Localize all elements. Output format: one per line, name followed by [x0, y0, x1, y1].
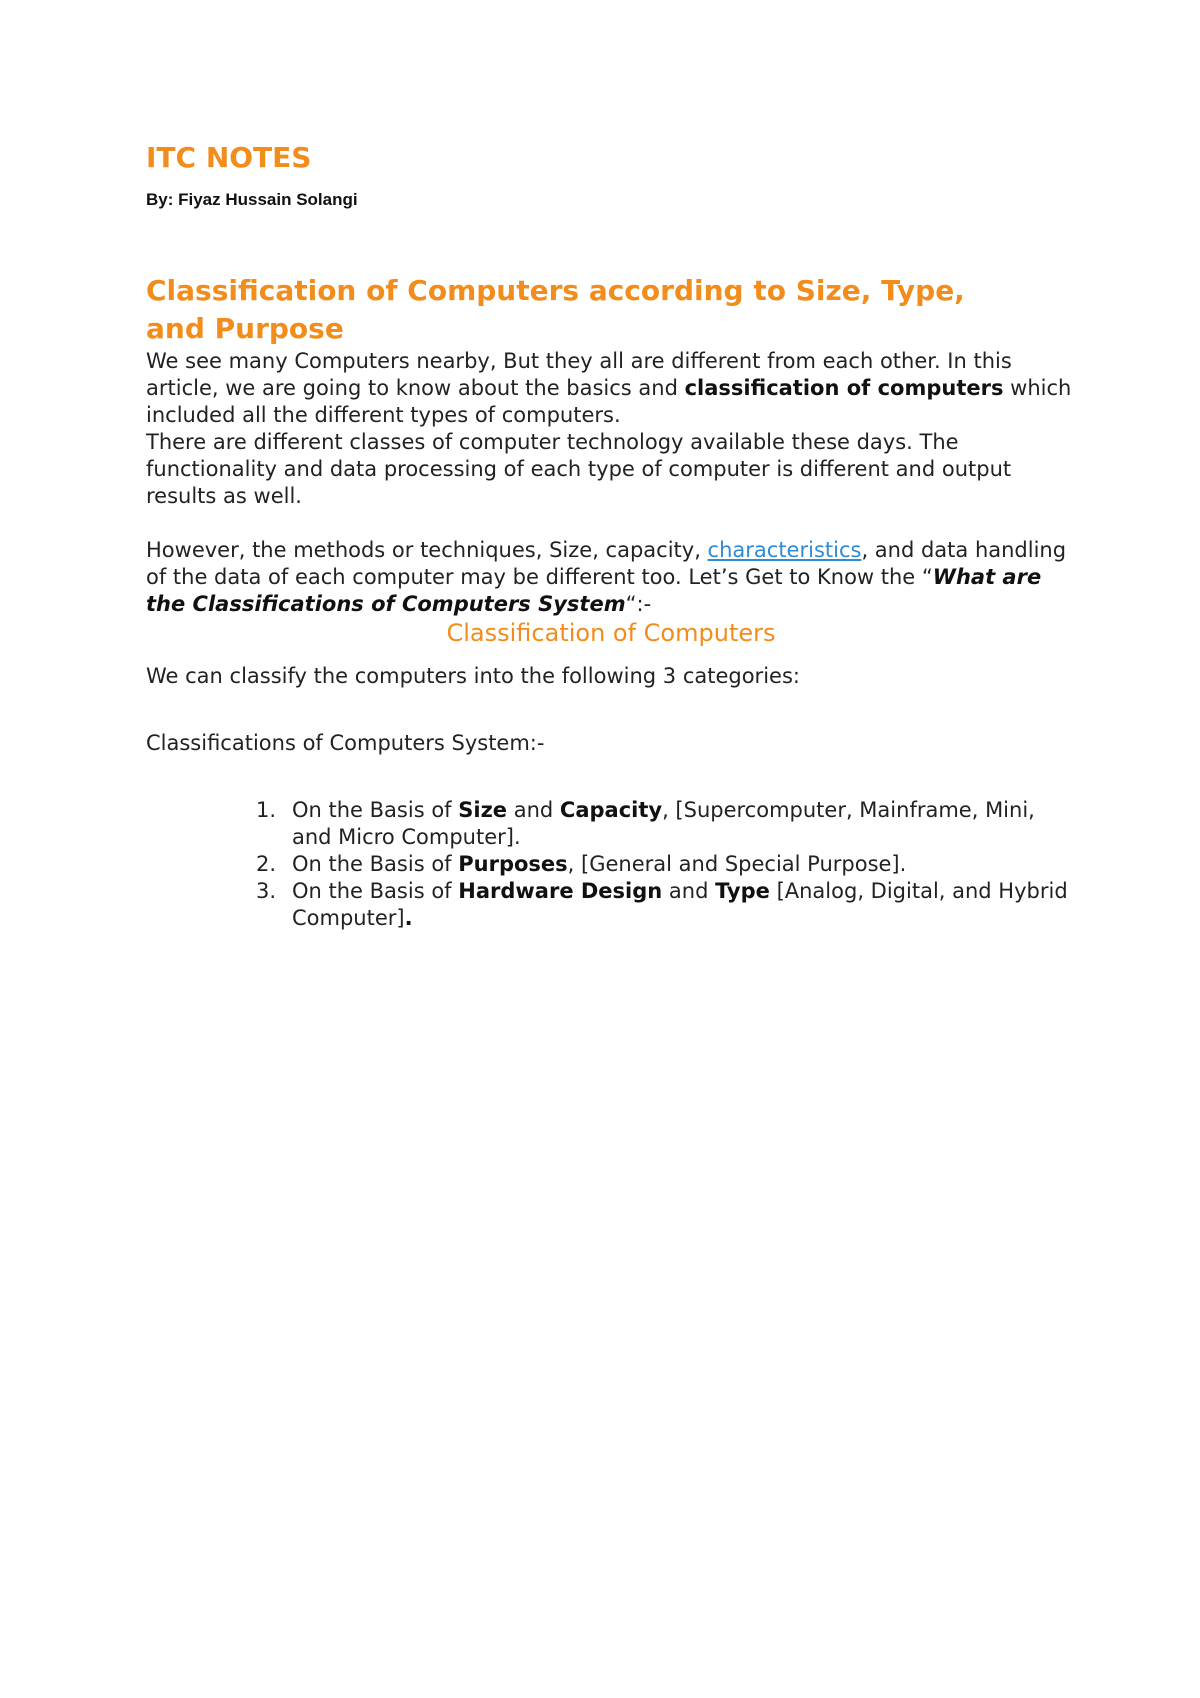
article-heading	[146, 272, 1076, 348]
list-text: On the Basis of	[292, 852, 459, 876]
list-bold: Capacity	[559, 798, 663, 822]
characteristics-link[interactable]: characteristics	[707, 538, 862, 562]
list-text: On the Basis of	[292, 798, 459, 822]
intro-text-1: We see many Computers nearby, But they all are different from each other. In this article, we are going to know about the basics and	[146, 349, 1012, 400]
list-text: and	[662, 879, 716, 903]
list-bold: Hardware Design	[458, 879, 663, 903]
classes-paragraph: There are different classes of computer technology available these days. The functionality and data processing of each type of computer is different and output results as well.	[146, 430, 1012, 508]
list-item	[256, 878, 1076, 932]
list-bold: Size	[458, 798, 508, 822]
list-bold: .	[404, 906, 413, 930]
classifications-label: Classifications of Computers System:-	[146, 731, 545, 755]
methods-text-3: “:-	[625, 592, 652, 616]
list-number: 3.	[256, 879, 277, 903]
document-body	[146, 140, 1076, 932]
methods-paragraph	[146, 537, 1076, 618]
intro-text-2: which included all the different types of computers.	[146, 376, 1072, 427]
list-text: , [Supercomputer, Mainframe, Mini, and Micro Computer].	[292, 798, 1035, 849]
intro-paragraph	[146, 348, 1076, 429]
list-text: [Analog, Digital, and Hybrid Computer]	[292, 879, 1068, 930]
article-heading-line2: and Purpose	[146, 312, 344, 345]
list-bold: Purposes	[458, 852, 568, 876]
methods-bold-italic: What are the Classifications of Computers System	[146, 565, 1042, 616]
list-number: 1.	[256, 798, 277, 822]
methods-text-1: However, the methods or techniques, Size, capacity,	[146, 538, 708, 562]
list-text: and	[507, 798, 560, 822]
categories-paragraph: We can classify the computers into the following 3 categories:	[146, 664, 800, 688]
article-heading-line1: Classification of Computers according to Size, Type,	[146, 274, 965, 307]
list-text: On the Basis of	[292, 879, 459, 903]
methods-text-2: , and data handling of the data of each computer may be different too. Let’s Get to Know the “	[146, 538, 1067, 589]
section-heading: Classification of Computers	[446, 619, 776, 647]
list-text: , [General and Special Purpose].	[567, 852, 907, 876]
document-title: ITC NOTES	[146, 141, 312, 174]
classification-list	[146, 797, 1076, 932]
list-item	[256, 851, 1076, 878]
list-item	[256, 797, 1076, 851]
list-number: 2.	[256, 852, 277, 876]
author-byline: By: Fiyaz Hussain Solangi	[146, 190, 358, 209]
list-bold: Type	[715, 879, 770, 903]
intro-bold-term: classification of computers	[684, 376, 1004, 400]
